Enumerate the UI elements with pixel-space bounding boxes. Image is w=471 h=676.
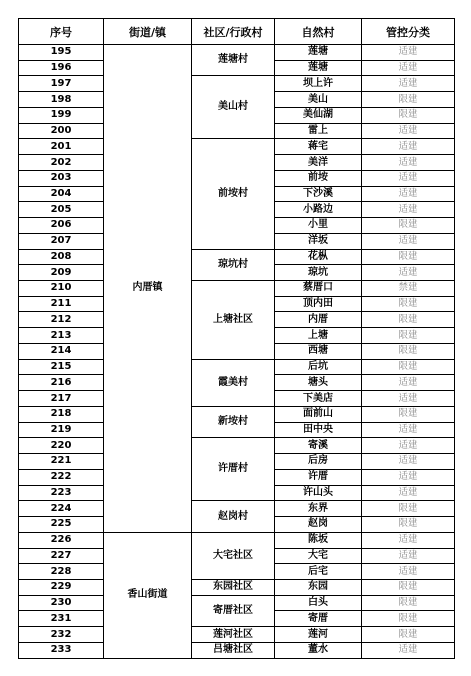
serial-number-cell: 214 <box>19 343 104 359</box>
natural-village-cell: 坝上许 <box>275 76 362 92</box>
control-category-cell: 适建 <box>362 139 455 155</box>
community-cell: 大宅社区 <box>192 532 275 579</box>
serial-number-cell: 198 <box>19 92 104 108</box>
community-cell: 许厝村 <box>192 438 275 501</box>
natural-village-cell: 前垵 <box>275 170 362 186</box>
serial-number-cell: 211 <box>19 296 104 312</box>
natural-village-cell: 田中央 <box>275 422 362 438</box>
control-category-cell: 适建 <box>362 469 455 485</box>
serial-number-cell: 203 <box>19 170 104 186</box>
natural-village-cell: 寄溪 <box>275 438 362 454</box>
community-cell: 上塘社区 <box>192 281 275 360</box>
natural-village-cell: 美山 <box>275 92 362 108</box>
table-row <box>19 139 455 155</box>
serial-number-cell: 216 <box>19 375 104 391</box>
control-category-cell: 适建 <box>362 391 455 407</box>
serial-number-cell: 205 <box>19 202 104 218</box>
serial-number-cell: 210 <box>19 281 104 297</box>
natural-village-cell: 后宅 <box>275 564 362 580</box>
serial-number-cell: 197 <box>19 76 104 92</box>
community-cell: 寄厝社区 <box>192 595 275 626</box>
natural-village-cell: 上塘 <box>275 328 362 344</box>
community-cell: 琼坑村 <box>192 249 275 280</box>
control-category-cell: 限建 <box>362 92 455 108</box>
town-cell: 内厝镇 <box>104 45 192 533</box>
control-category-cell: 限建 <box>362 296 455 312</box>
control-category-cell: 限建 <box>362 501 455 517</box>
natural-village-cell: 西塘 <box>275 343 362 359</box>
header-row <box>19 19 455 45</box>
control-category-cell: 限建 <box>362 328 455 344</box>
natural-village-cell: 陈坂 <box>275 532 362 548</box>
header-street-town: 街道/镇 <box>104 19 192 45</box>
table-row <box>19 642 455 658</box>
natural-village-cell: 美洋 <box>275 155 362 171</box>
table-row <box>19 249 455 265</box>
natural-village-cell: 小里 <box>275 218 362 234</box>
control-category-cell: 适建 <box>362 422 455 438</box>
serial-number-cell: 201 <box>19 139 104 155</box>
serial-number-cell: 195 <box>19 45 104 61</box>
serial-number-cell: 217 <box>19 391 104 407</box>
control-category-cell: 限建 <box>362 218 455 234</box>
control-category-cell: 适建 <box>362 45 455 61</box>
serial-number-cell: 227 <box>19 548 104 564</box>
control-category-cell: 限建 <box>362 627 455 643</box>
natural-village-cell: 小路边 <box>275 202 362 218</box>
table-row <box>19 438 455 454</box>
table-body <box>19 45 455 659</box>
control-category-cell: 适建 <box>362 60 455 76</box>
serial-number-cell: 226 <box>19 532 104 548</box>
serial-number-cell: 196 <box>19 60 104 76</box>
header-serial-number: 序号 <box>19 19 104 45</box>
natural-village-cell: 白头 <box>275 595 362 611</box>
natural-village-cell: 塘头 <box>275 375 362 391</box>
serial-number-cell: 213 <box>19 328 104 344</box>
table-row <box>19 281 455 297</box>
serial-number-cell: 199 <box>19 107 104 123</box>
serial-number-cell: 231 <box>19 611 104 627</box>
control-category-cell: 适建 <box>362 564 455 580</box>
control-category-cell: 适建 <box>362 642 455 658</box>
serial-number-cell: 208 <box>19 249 104 265</box>
natural-village-cell: 下美店 <box>275 391 362 407</box>
community-cell: 莲河社区 <box>192 627 275 643</box>
control-category-cell: 适建 <box>362 375 455 391</box>
control-category-cell: 适建 <box>362 170 455 186</box>
serial-number-cell: 221 <box>19 454 104 470</box>
natural-village-cell: 许山头 <box>275 485 362 501</box>
serial-number-cell: 230 <box>19 595 104 611</box>
control-category-cell: 适建 <box>362 233 455 249</box>
community-cell: 东园社区 <box>192 579 275 595</box>
control-category-cell: 适建 <box>362 454 455 470</box>
serial-number-cell: 219 <box>19 422 104 438</box>
control-category-cell: 适建 <box>362 76 455 92</box>
natural-village-cell: 蒋宅 <box>275 139 362 155</box>
natural-village-cell: 赵岗 <box>275 517 362 533</box>
table-row <box>19 501 455 517</box>
natural-village-cell: 花枞 <box>275 249 362 265</box>
control-category-cell: 禁建 <box>362 281 455 297</box>
serial-number-cell: 202 <box>19 155 104 171</box>
natural-village-cell: 面前山 <box>275 406 362 422</box>
natural-village-cell: 寄厝 <box>275 611 362 627</box>
natural-village-cell: 内厝 <box>275 312 362 328</box>
serial-number-cell: 209 <box>19 265 104 281</box>
control-category-cell: 适建 <box>362 485 455 501</box>
serial-number-cell: 228 <box>19 564 104 580</box>
control-category-cell: 限建 <box>362 312 455 328</box>
natural-village-cell: 洋坂 <box>275 233 362 249</box>
natural-village-cell: 顶内田 <box>275 296 362 312</box>
serial-number-cell: 222 <box>19 469 104 485</box>
community-cell: 美山村 <box>192 76 275 139</box>
table-row <box>19 45 455 61</box>
serial-number-cell: 224 <box>19 501 104 517</box>
serial-number-cell: 232 <box>19 627 104 643</box>
header-control-category: 管控分类 <box>362 19 455 45</box>
control-category-cell: 限建 <box>362 249 455 265</box>
control-category-cell: 限建 <box>362 595 455 611</box>
control-category-cell: 适建 <box>362 438 455 454</box>
natural-village-cell: 琼坑 <box>275 265 362 281</box>
table-row <box>19 627 455 643</box>
natural-village-cell: 后坑 <box>275 359 362 375</box>
table-row <box>19 532 455 548</box>
header-natural-village: 自然村 <box>275 19 362 45</box>
control-category-cell: 限建 <box>362 107 455 123</box>
table-row <box>19 579 455 595</box>
natural-village-cell: 美仙湖 <box>275 107 362 123</box>
serial-number-cell: 204 <box>19 186 104 202</box>
serial-number-cell: 229 <box>19 579 104 595</box>
community-cell: 新垵村 <box>192 406 275 437</box>
serial-number-cell: 207 <box>19 233 104 249</box>
header-community: 社区/行政村 <box>192 19 275 45</box>
natural-village-cell: 莲塘 <box>275 45 362 61</box>
community-cell: 吕塘社区 <box>192 642 275 658</box>
serial-number-cell: 225 <box>19 517 104 533</box>
control-category-cell: 限建 <box>362 359 455 375</box>
control-category-cell: 限建 <box>362 579 455 595</box>
serial-number-cell: 206 <box>19 218 104 234</box>
natural-village-cell: 东园 <box>275 579 362 595</box>
control-category-cell: 限建 <box>362 343 455 359</box>
serial-number-cell: 233 <box>19 642 104 658</box>
serial-number-cell: 215 <box>19 359 104 375</box>
control-category-cell: 限建 <box>362 517 455 533</box>
natural-village-cell: 莲塘 <box>275 60 362 76</box>
control-category-cell: 适建 <box>362 265 455 281</box>
serial-number-cell: 220 <box>19 438 104 454</box>
control-category-cell: 适建 <box>362 202 455 218</box>
control-category-cell: 适建 <box>362 123 455 139</box>
natural-village-cell: 雷上 <box>275 123 362 139</box>
control-category-cell: 适建 <box>362 155 455 171</box>
natural-village-cell: 莲河 <box>275 627 362 643</box>
serial-number-cell: 218 <box>19 406 104 422</box>
natural-village-cell: 董水 <box>275 642 362 658</box>
serial-number-cell: 223 <box>19 485 104 501</box>
community-cell: 赵岗村 <box>192 501 275 532</box>
serial-number-cell: 200 <box>19 123 104 139</box>
control-category-cell: 适建 <box>362 548 455 564</box>
control-category-cell: 适建 <box>362 186 455 202</box>
natural-village-cell: 许厝 <box>275 469 362 485</box>
natural-village-cell: 东界 <box>275 501 362 517</box>
natural-village-cell: 蔡厝口 <box>275 281 362 297</box>
natural-village-cell: 后房 <box>275 454 362 470</box>
community-cell: 前垵村 <box>192 139 275 249</box>
village-control-table <box>18 18 455 659</box>
community-cell: 莲塘村 <box>192 45 275 76</box>
table-row <box>19 359 455 375</box>
serial-number-cell: 212 <box>19 312 104 328</box>
control-category-cell: 限建 <box>362 406 455 422</box>
control-category-cell: 限建 <box>362 611 455 627</box>
community-cell: 霞美村 <box>192 359 275 406</box>
table-row <box>19 76 455 92</box>
control-category-cell: 适建 <box>362 532 455 548</box>
natural-village-cell: 下沙溪 <box>275 186 362 202</box>
table-row <box>19 406 455 422</box>
town-cell: 香山街道 <box>104 532 192 658</box>
natural-village-cell: 大宅 <box>275 548 362 564</box>
table-row <box>19 595 455 611</box>
